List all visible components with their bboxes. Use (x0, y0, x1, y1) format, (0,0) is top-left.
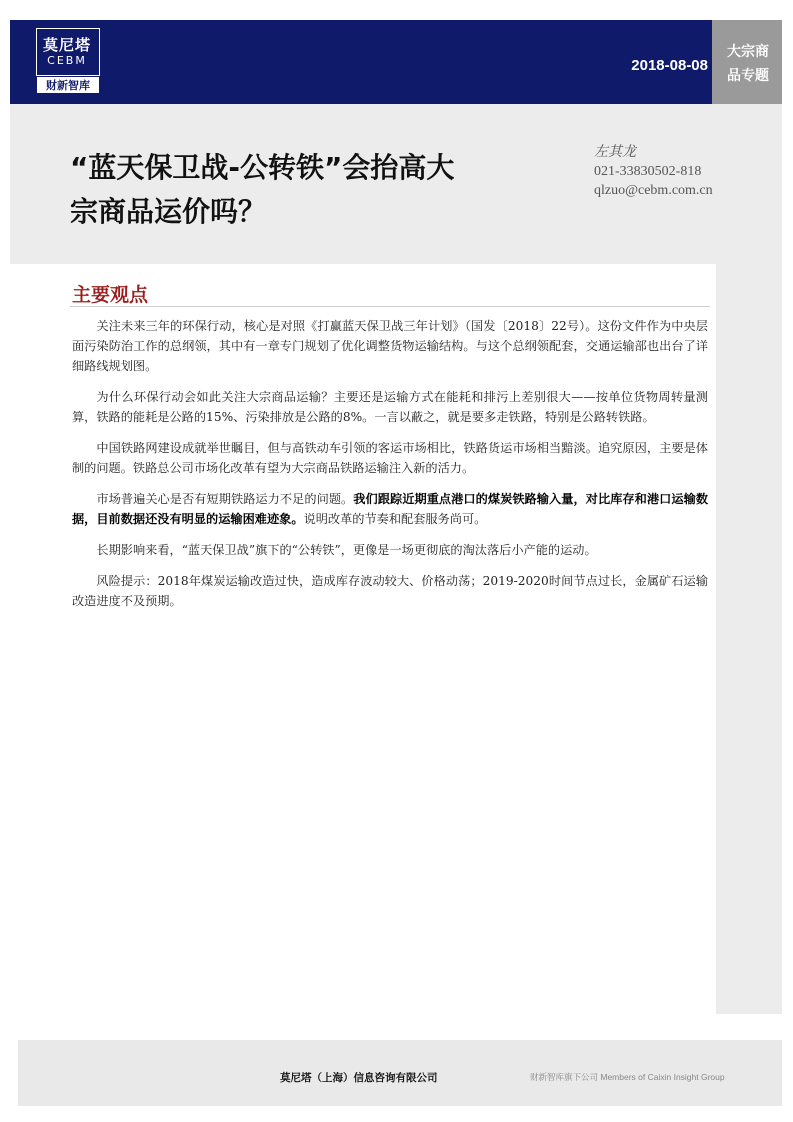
logo-subtitle: 财新智库 (36, 76, 100, 94)
paragraph-4-conclusion: 说明改革的节奏和配套服务尚可。 (303, 512, 487, 526)
paragraph-4 (72, 489, 708, 529)
paragraph-4-intro: 市场普遍关心是否有短期铁路运力不足的问题。 (96, 492, 354, 506)
author-email[interactable]: qlzuo@cebm.com.cn (594, 183, 713, 198)
company-logo (36, 28, 100, 94)
section-heading: 主要观点 (72, 284, 149, 306)
paragraph-6: 风险提示：2018年煤炭运输改造过快，造成库存波动较大、价格动荡；2019-2020时间节点过长，金属矿石运输改造进度不及预期。 (72, 574, 708, 608)
title-line-1: “蓝天保卫战-公转铁”会抬高大 (70, 151, 455, 184)
report-title (70, 146, 590, 234)
report-date: 2018-08-08 (631, 57, 708, 74)
author-info (594, 143, 774, 200)
paragraph-1: 关注未来三年的环保行动，核心是对照《打赢蓝天保卫战三年计划》（国发〔2018〕22号）。这份文件作为中央层面污染防治工作的总纲领，其中有一章专门规划了优化调整货物运输结构。与这个总纲领配套，交通运输部也出台了详细路线规划图。 (72, 319, 708, 373)
author-phone: 021-33830502-818 (594, 164, 702, 179)
paragraph-2: 为什么环保行动会如此关注大宗商品运输？主要还是运输方式在能耗和排污上差别很大——按单位货物周转量测算，铁路的能耗是公路的15%、污染排放是公路的8%。一言以蔽之，就是要多走铁路，特别是公路转铁路。 (72, 390, 708, 424)
title-line-2: 宗商品运价吗？ (70, 195, 267, 228)
report-category-tag (712, 20, 782, 104)
section-divider (70, 306, 710, 307)
footer-company-name: 莫尼塔（上海）信息咨询有限公司 (280, 1072, 438, 1084)
paragraph-5: 长期影响来看，“蓝天保卫战”旗下的“公转铁”，更像是一场更彻底的淘汰落后小产能的运动。 (96, 543, 597, 557)
paragraph-4-emphasis: 我们跟踪近期重点港口的煤炭铁路输入量，对比库存和港口运输数据，目前数据还没有明显的运输困难迹象。 (72, 492, 709, 526)
page-footer (18, 1040, 782, 1106)
category-line-1: 大宗商 (727, 44, 769, 60)
paragraph-3: 中国铁路网建设成就举世瞩目，但与高铁动车引领的客运市场相比，铁路货运市场相当黯淡。追究原因，主要是体制的问题。铁路总公司市场化改革有望为大宗商品铁路运输注入新的活力。 (72, 441, 708, 475)
report-category-label (718, 40, 778, 88)
author-name: 左其龙 (594, 145, 636, 160)
logo-english-name: CEBM (47, 54, 87, 67)
logo-chinese-name: 莫尼塔 (42, 36, 91, 54)
footer-member-note: 财新智库旗下公司 Members of Caixin Insight Group (530, 1072, 725, 1082)
right-side-strip (716, 264, 782, 1014)
main-body (72, 316, 708, 622)
category-line-2: 品专题 (727, 68, 769, 84)
